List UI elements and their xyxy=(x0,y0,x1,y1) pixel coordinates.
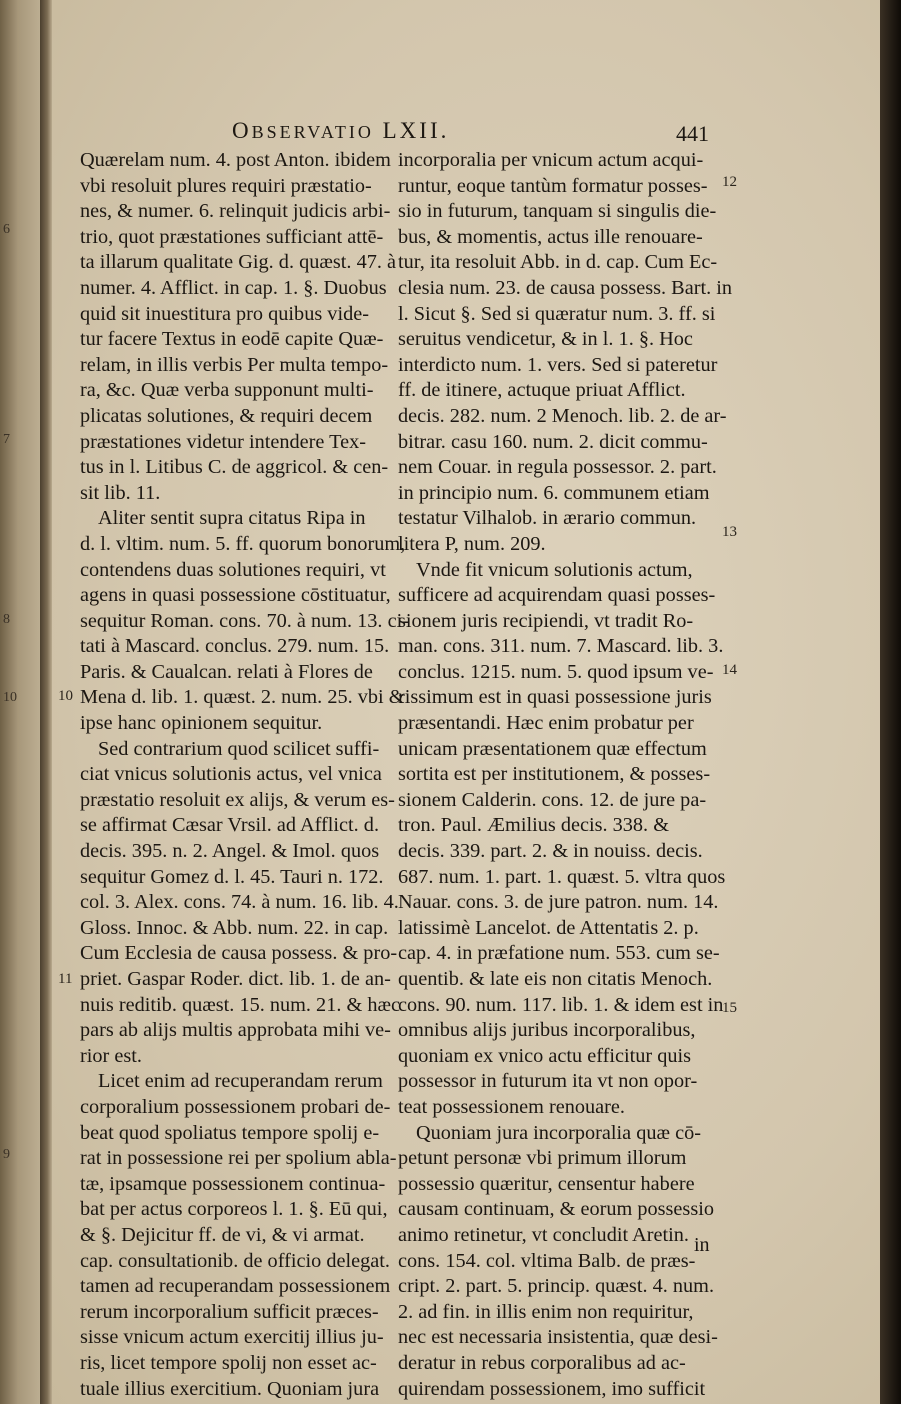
prev-page-margin-number: 9 xyxy=(3,1147,10,1162)
text-line: sit lib. 11. xyxy=(80,481,161,504)
text-line: Mena d. lib. 1. quæst. 2. num. 25. vbi & xyxy=(80,686,405,709)
text-line: agens in quasi possessione cōstituatur, xyxy=(80,584,391,607)
text-line: tur facere Textus in eodē capite Quæ- xyxy=(80,328,384,351)
text-line: tuale illius exercitium. Quoniam jura xyxy=(80,1377,380,1400)
text-line: tamen ad recuperandam possessionem xyxy=(80,1275,391,1298)
text-line: nem Couar. in regula possessor. 2. part. xyxy=(398,456,717,479)
text-line: seruitus vendicetur, & in l. 1. §. Hoc xyxy=(398,328,693,351)
text-line: nec est necessaria insistentia, quæ desi- xyxy=(398,1326,718,1349)
text-line: ciat vnicus solutionis actus, vel vnica xyxy=(80,763,382,786)
text-line: 2. ad fin. in illis enim non requiritur, xyxy=(398,1300,694,1323)
page-number: 441 xyxy=(676,121,709,146)
text-line: l. Sicut §. Sed si quæratur num. 3. ff. si xyxy=(398,302,716,325)
text-line: se affirmat Cæsar Vrsil. ad Afflict. d. xyxy=(80,814,380,837)
text-line: d. l. vltim. num. 5. ff. quorum bonorum, xyxy=(80,532,406,555)
text-line: Licet enim ad recuperandam rerum xyxy=(98,1070,383,1093)
text-line: Gloss. Innoc. & Abb. num. 22. in cap. xyxy=(80,916,389,939)
text-line: man. cons. 311. num. 7. Mascard. lib. 3. xyxy=(398,635,724,658)
text-line: cons. 90. num. 117. lib. 1. & idem est in xyxy=(398,993,724,1016)
text-line: & §. Dejicitur ff. de vi, & vi armat. xyxy=(80,1223,365,1246)
text-line: ta illarum qualitate Gig. d. quæst. 47. à xyxy=(80,251,396,274)
catchword: in xyxy=(694,1234,710,1256)
text-line: Paris. & Caualcan. relati à Flores de xyxy=(80,660,373,683)
text-line: cap. consultationib. de officio delegat. xyxy=(80,1249,390,1272)
text-line: cript. 2. part. 5. princip. quæst. 4. num. xyxy=(398,1275,715,1298)
running-head-title: BSERVATIO xyxy=(251,122,374,142)
text-line: præstationes videtur intendere Tex- xyxy=(80,430,367,453)
text-line: priet. Gaspar Roder. dict. lib. 1. de an- xyxy=(80,968,391,990)
text-line: incorporalia per vnicum actum acqui- xyxy=(398,149,704,171)
text-line: rerum incorporalium sufficit præces- xyxy=(80,1300,379,1323)
text-line: col. 3. Alex. cons. 74. à num. 16. lib. 4. xyxy=(80,891,399,914)
text-line: tron. Paul. Æmilius decis. 338. & xyxy=(398,814,669,837)
text-line: beat quod spoliatus tempore spolij e- xyxy=(80,1121,380,1144)
text-line: rissimum est in quasi possessione juris xyxy=(398,686,712,709)
text-line: decis. 282. num. 2 Menoch. lib. 2. de ar- xyxy=(398,404,727,427)
text-line: Sed contrarium quod scilicet suffi- xyxy=(98,737,380,760)
text-line: quoniam ex vnico actu efficitur quis xyxy=(398,1044,692,1067)
right-margin-number: 12 xyxy=(722,174,737,190)
text-line: sufficere ad acquirendam quasi posses- xyxy=(398,584,716,607)
text-line: interdicto num. 1. vers. Sed si pateretur xyxy=(398,353,718,376)
text-line: sequitur Roman. cons. 70. à num. 13. ci- xyxy=(80,609,409,632)
previous-page-edge xyxy=(0,0,40,1404)
text-line: Vnde fit vnicum solutionis actum, xyxy=(416,558,693,581)
text-line: nes, & numer. 6. relinquit judicis arbi- xyxy=(80,200,391,223)
text-line: corporalium possessionem probari de- xyxy=(80,1095,391,1118)
left-text-column xyxy=(80,148,409,1402)
text-line: ris, licet tempore spolij non esset ac- xyxy=(80,1351,377,1374)
text-line: decis. 339. part. 2. & in nouiss. decis. xyxy=(398,840,703,863)
text-line: Aliter sentit supra citatus Ripa in xyxy=(98,507,366,530)
prev-page-margin-number: 8 xyxy=(3,612,10,627)
text-line: rior est. xyxy=(80,1044,142,1067)
text-line: unicam præsentationem quæ effectum xyxy=(398,737,707,760)
text-line: deratur in rebus corporalibus ad ac- xyxy=(398,1351,686,1374)
text-line: sio in futurum, tanquam si singulis die- xyxy=(398,200,717,223)
text-line: plicatas solutiones, & requiri decem xyxy=(80,404,373,427)
text-line: bus, & momentis, actus ille renouare- xyxy=(398,225,703,248)
text-line: possessor in futurum ita vt non opor- xyxy=(398,1070,698,1093)
text-line: præsentandi. Hæc enim probatur per xyxy=(398,712,694,735)
text-line: bitrar. casu 160. num. 2. dicit commu- xyxy=(398,430,708,453)
text-line: numer. 4. Afflict. in cap. 1. §. Duobus xyxy=(80,276,387,299)
text-line: præstatio resoluit ex alijs, & verum es- xyxy=(80,788,395,811)
prev-page-margin-number: 6 xyxy=(3,222,10,237)
text-line: quid sit inuestitura pro quibus vide- xyxy=(80,302,369,325)
text-line: conclus. 1215. num. 5. quod ipsum ve- xyxy=(398,660,714,683)
text-line: teat possessionem renouare. xyxy=(398,1095,625,1118)
text-line: rat in possessione rei per spolium abla- xyxy=(80,1147,397,1170)
text-line: quentib. & late eis non citatis Menoch. xyxy=(398,968,713,990)
text-line: nuis reditib. quæst. 15. num. 21. & hæc xyxy=(80,993,400,1016)
running-head-number: LXII. xyxy=(382,118,450,143)
text-line: Nauar. cons. 3. de jure patron. num. 14. xyxy=(398,891,719,914)
text-line: sisse vnicum actum exercitij illius ju- xyxy=(80,1326,384,1349)
text-line: 687. num. 1. part. 1. quæst. 5. vltra quos xyxy=(398,865,726,888)
text-line: bat per actus corporeos l. 1. §. Eū qui, xyxy=(80,1198,388,1221)
text-line: sequitur Gomez d. l. 45. Tauri n. 172. xyxy=(80,865,384,888)
text-line: ipse hanc opinionem sequitur. xyxy=(80,712,323,735)
running-head xyxy=(232,118,449,144)
text-line: ra, &c. Quæ verba supponunt multi- xyxy=(80,379,374,402)
text-line: omnibus alijs juribus incorporalibus, xyxy=(398,1019,696,1042)
text-line: sionem juris recipiendi, vt tradit Ro- xyxy=(398,609,694,632)
text-line: in principio num. 6. communem etiam xyxy=(398,481,710,504)
right-margin-number: 15 xyxy=(722,1000,737,1016)
book-gutter xyxy=(40,0,52,1404)
text-line: latissimè Lancelot. de Attentatis 2. p. xyxy=(398,916,699,939)
right-margin-number: 14 xyxy=(722,662,737,678)
text-line: sionem Calderin. cons. 12. de jure pa- xyxy=(398,788,707,811)
text-line: decis. 395. n. 2. Angel. & Imol. quos xyxy=(80,840,380,863)
text-line: quirendam possessionem, imo sufficit xyxy=(398,1377,706,1400)
text-line: testatur Vilhalob. in ærario commun. xyxy=(398,507,697,530)
text-line: litera P, num. 209. xyxy=(398,532,546,555)
text-line: tæ, ipsamque possessionem continua- xyxy=(80,1172,386,1195)
text-line: Quoniam jura incorporalia quæ cō- xyxy=(416,1121,701,1144)
right-margin-number: 13 xyxy=(722,524,737,540)
text-line: vbi resoluit plures requiri præstatio- xyxy=(80,174,372,197)
text-line: tus in l. Litibus C. de aggricol. & cen- xyxy=(80,456,389,479)
left-margin-number: 11 xyxy=(58,971,73,987)
text-line: tati à Mascard. conclus. 279. num. 15. xyxy=(80,635,390,658)
text-line: Quærelam num. 4. post Anton. ibidem xyxy=(80,149,391,171)
page-edge-shadow xyxy=(880,0,901,1404)
text-line: possessio quæritur, censentur habere xyxy=(398,1172,695,1195)
running-head-initial: O xyxy=(232,118,252,143)
text-line: trio, quot præstationes sufficiant attē- xyxy=(80,225,384,248)
text-line: cons. 154. col. vltima Balb. de præs- xyxy=(398,1249,696,1272)
text-line: pars ab alijs multis approbata mihi ve- xyxy=(80,1019,391,1042)
text-line: Cum Ecclesia de causa possess. & pro- xyxy=(80,942,398,965)
text-line: tur, ita resoluit Abb. in d. cap. Cum Ec- xyxy=(398,251,718,274)
text-line: clesia num. 23. de causa possess. Bart. in xyxy=(398,276,733,299)
left-margin-number: 10 xyxy=(58,688,73,704)
text-line: causam continuam, & eorum possessio xyxy=(398,1198,714,1221)
text-line: runtur, eoque tantùm formatur posses- xyxy=(398,174,708,197)
text-line: relam, in illis verbis Per multa tempo- xyxy=(80,353,389,376)
text-line: cap. 4. in præfatione num. 553. cum se- xyxy=(398,942,720,965)
text-line: contendens duas solutiones requiri, vt xyxy=(80,558,386,581)
prev-page-margin-number: 10 xyxy=(3,690,17,705)
text-line: petunt personæ vbi primum illorum xyxy=(398,1147,687,1170)
text-line: animo retinetur, vt concludit Aretin. xyxy=(398,1223,689,1246)
prev-page-margin-number: 7 xyxy=(3,432,10,447)
text-line: ff. de itinere, actuque priuat Afflict. xyxy=(398,379,686,402)
text-line: sortita est per institutionem, & posses- xyxy=(398,763,711,786)
